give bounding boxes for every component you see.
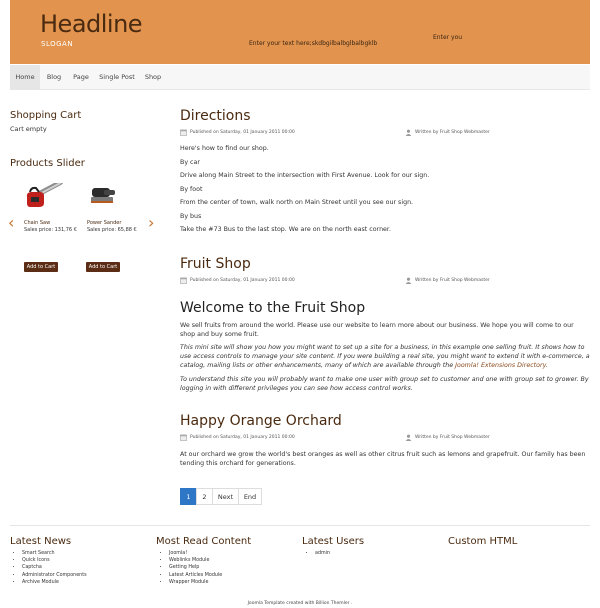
user-icon — [405, 129, 412, 136]
article-paragraph-italic: This mini site will show you how you might want to set up a site for a business, in this example one selling fruit. It shows how to use access controls to manage your site content. If you were building a real site, you might want to extend it with e-commerce, a catalog, mailing lists or other enhancements, many of which are available through the Joomla! Extensions Directory. — [180, 344, 590, 369]
article-text-line: By car — [180, 159, 200, 166]
nav-item-blog[interactable]: Blog — [46, 73, 62, 81]
product-price: Sales price: 131,76 € — [24, 227, 77, 233]
article-published-date: Published on Saturday, 01 January 2011 00:00 — [190, 278, 295, 283]
site-slogan: SLOGAN — [41, 40, 74, 48]
footer-most-read-list — [157, 550, 222, 586]
article-paragraph: We sell fruits from around the world. Please use our website to learn more about our business. We hope you will come to our shop and buy some fruit. — [180, 322, 574, 338]
footer-credit: Joomla Template created with Billion Themler . — [247, 601, 353, 606]
product-power-sander — [87, 220, 137, 234]
article-text-line: Here's how to find our shop. — [180, 145, 269, 152]
footer-divider — [10, 525, 590, 526]
article-published-date: Published on Saturday, 01 January 2011 00:00 — [190, 130, 295, 135]
product-chain-saw — [24, 220, 77, 234]
footer-latest-users-list — [303, 550, 330, 557]
footer-latest-users-title: Latest Users — [302, 536, 365, 547]
article-title[interactable]: Directions — [180, 108, 251, 124]
cart-title: Shopping Cart — [10, 110, 82, 121]
extensions-directory-link[interactable]: Joomla! Extensions Directory — [455, 362, 546, 369]
cart-status: Cart empty — [10, 125, 47, 133]
nav-item-page[interactable]: Page — [73, 73, 89, 81]
slider-next-arrow[interactable]: › — [148, 213, 155, 232]
nav-item-single-post[interactable]: Single Post — [99, 73, 135, 81]
calendar-icon — [180, 277, 187, 284]
pagination-page-1[interactable]: 1 — [180, 488, 197, 505]
add-to-cart-button[interactable]: Add to Cart — [86, 262, 120, 272]
list-item[interactable]: • Smart Search — [22, 550, 87, 557]
list-item[interactable]: • Wrapper Module — [169, 579, 222, 586]
site-headline[interactable]: Headline — [40, 10, 143, 38]
article-paragraph: At our orchard we grow the world's best oranges as well as other citrus fruit such as lemons and grapefruit. Our family has been tending this orchard for generations. — [180, 451, 586, 467]
product-price: Sales price: 65,88 € — [87, 227, 137, 233]
list-item[interactable]: • Administrator Components — [22, 572, 87, 579]
header-enter-text: Enter you — [433, 34, 463, 41]
article-subtitle: Welcome to the Fruit Shop — [180, 300, 366, 316]
pagination-page-2[interactable]: 2 — [196, 488, 213, 505]
user-icon — [405, 434, 412, 441]
user-icon — [405, 277, 412, 284]
article-title[interactable]: Happy Orange Orchard — [180, 413, 342, 429]
slider-prev-arrow[interactable]: ‹ — [8, 213, 15, 232]
list-item[interactable]: • Weblinks Module — [169, 557, 222, 564]
add-to-cart-button[interactable]: Add to Cart — [24, 262, 58, 272]
footer-custom-html-title: Custom HTML — [448, 536, 518, 547]
article-text-line: Drive along Main Street to the intersection with First Avenue. Look for our sign. — [180, 172, 430, 179]
pagination-next[interactable]: Next — [212, 488, 239, 505]
calendar-icon — [180, 129, 187, 136]
list-item[interactable]: • Quick Icons — [22, 557, 87, 564]
article-author: Written by Fruit Shop Webmaster — [415, 278, 490, 283]
article-author: Written by Fruit Shop Webmaster — [415, 130, 490, 135]
pagination-end[interactable]: End — [238, 488, 262, 505]
site-header — [10, 0, 590, 64]
footer-latest-news-list — [10, 550, 87, 586]
chainsaw-icon[interactable] — [24, 183, 66, 211]
main-nav — [10, 65, 590, 90]
list-item[interactable]: • Latest Articles Module — [169, 572, 222, 579]
nav-item-shop[interactable]: Shop — [144, 73, 162, 81]
list-item[interactable]: • Captcha — [22, 564, 87, 571]
article-author: Written by Fruit Shop Webmaster — [415, 435, 490, 440]
nav-item-home[interactable]: Home — [10, 65, 40, 90]
calendar-icon — [180, 434, 187, 441]
article-published-date: Published on Saturday, 01 January 2011 00:00 — [190, 435, 295, 440]
article-title[interactable]: Fruit Shop — [180, 256, 251, 272]
article-text-line: By bus — [180, 213, 202, 220]
article-text-line: From the center of town, walk north on Main Street until you see our sign. — [180, 199, 414, 206]
article-paragraph-italic: To understand this site you will probably want to make one user with group set to customer and one with group set to grower. By logging in with different privileges you can see how access control works. — [180, 376, 589, 392]
product-name[interactable]: Power Sander — [87, 220, 122, 226]
list-item[interactable]: • Getting Help — [169, 564, 222, 571]
list-item[interactable]: • Archive Module — [22, 579, 87, 586]
sander-icon[interactable] — [88, 185, 118, 207]
slider-title: Products Slider — [10, 158, 85, 169]
header-custom-text: Enter your text here;skdbgilbalbglbalbgklb — [249, 40, 378, 47]
article-text-line: Take the #73 Bus to the last stop. We are on the north east corner. — [180, 226, 391, 233]
list-item[interactable]: • admin — [315, 550, 330, 557]
list-item[interactable]: • Joomla! — [169, 550, 222, 557]
article-text-line: By foot — [180, 186, 203, 193]
product-name[interactable]: Chain Saw — [24, 220, 51, 226]
footer-latest-news-title: Latest News — [10, 536, 72, 547]
footer-most-read-title: Most Read Content — [156, 536, 252, 547]
